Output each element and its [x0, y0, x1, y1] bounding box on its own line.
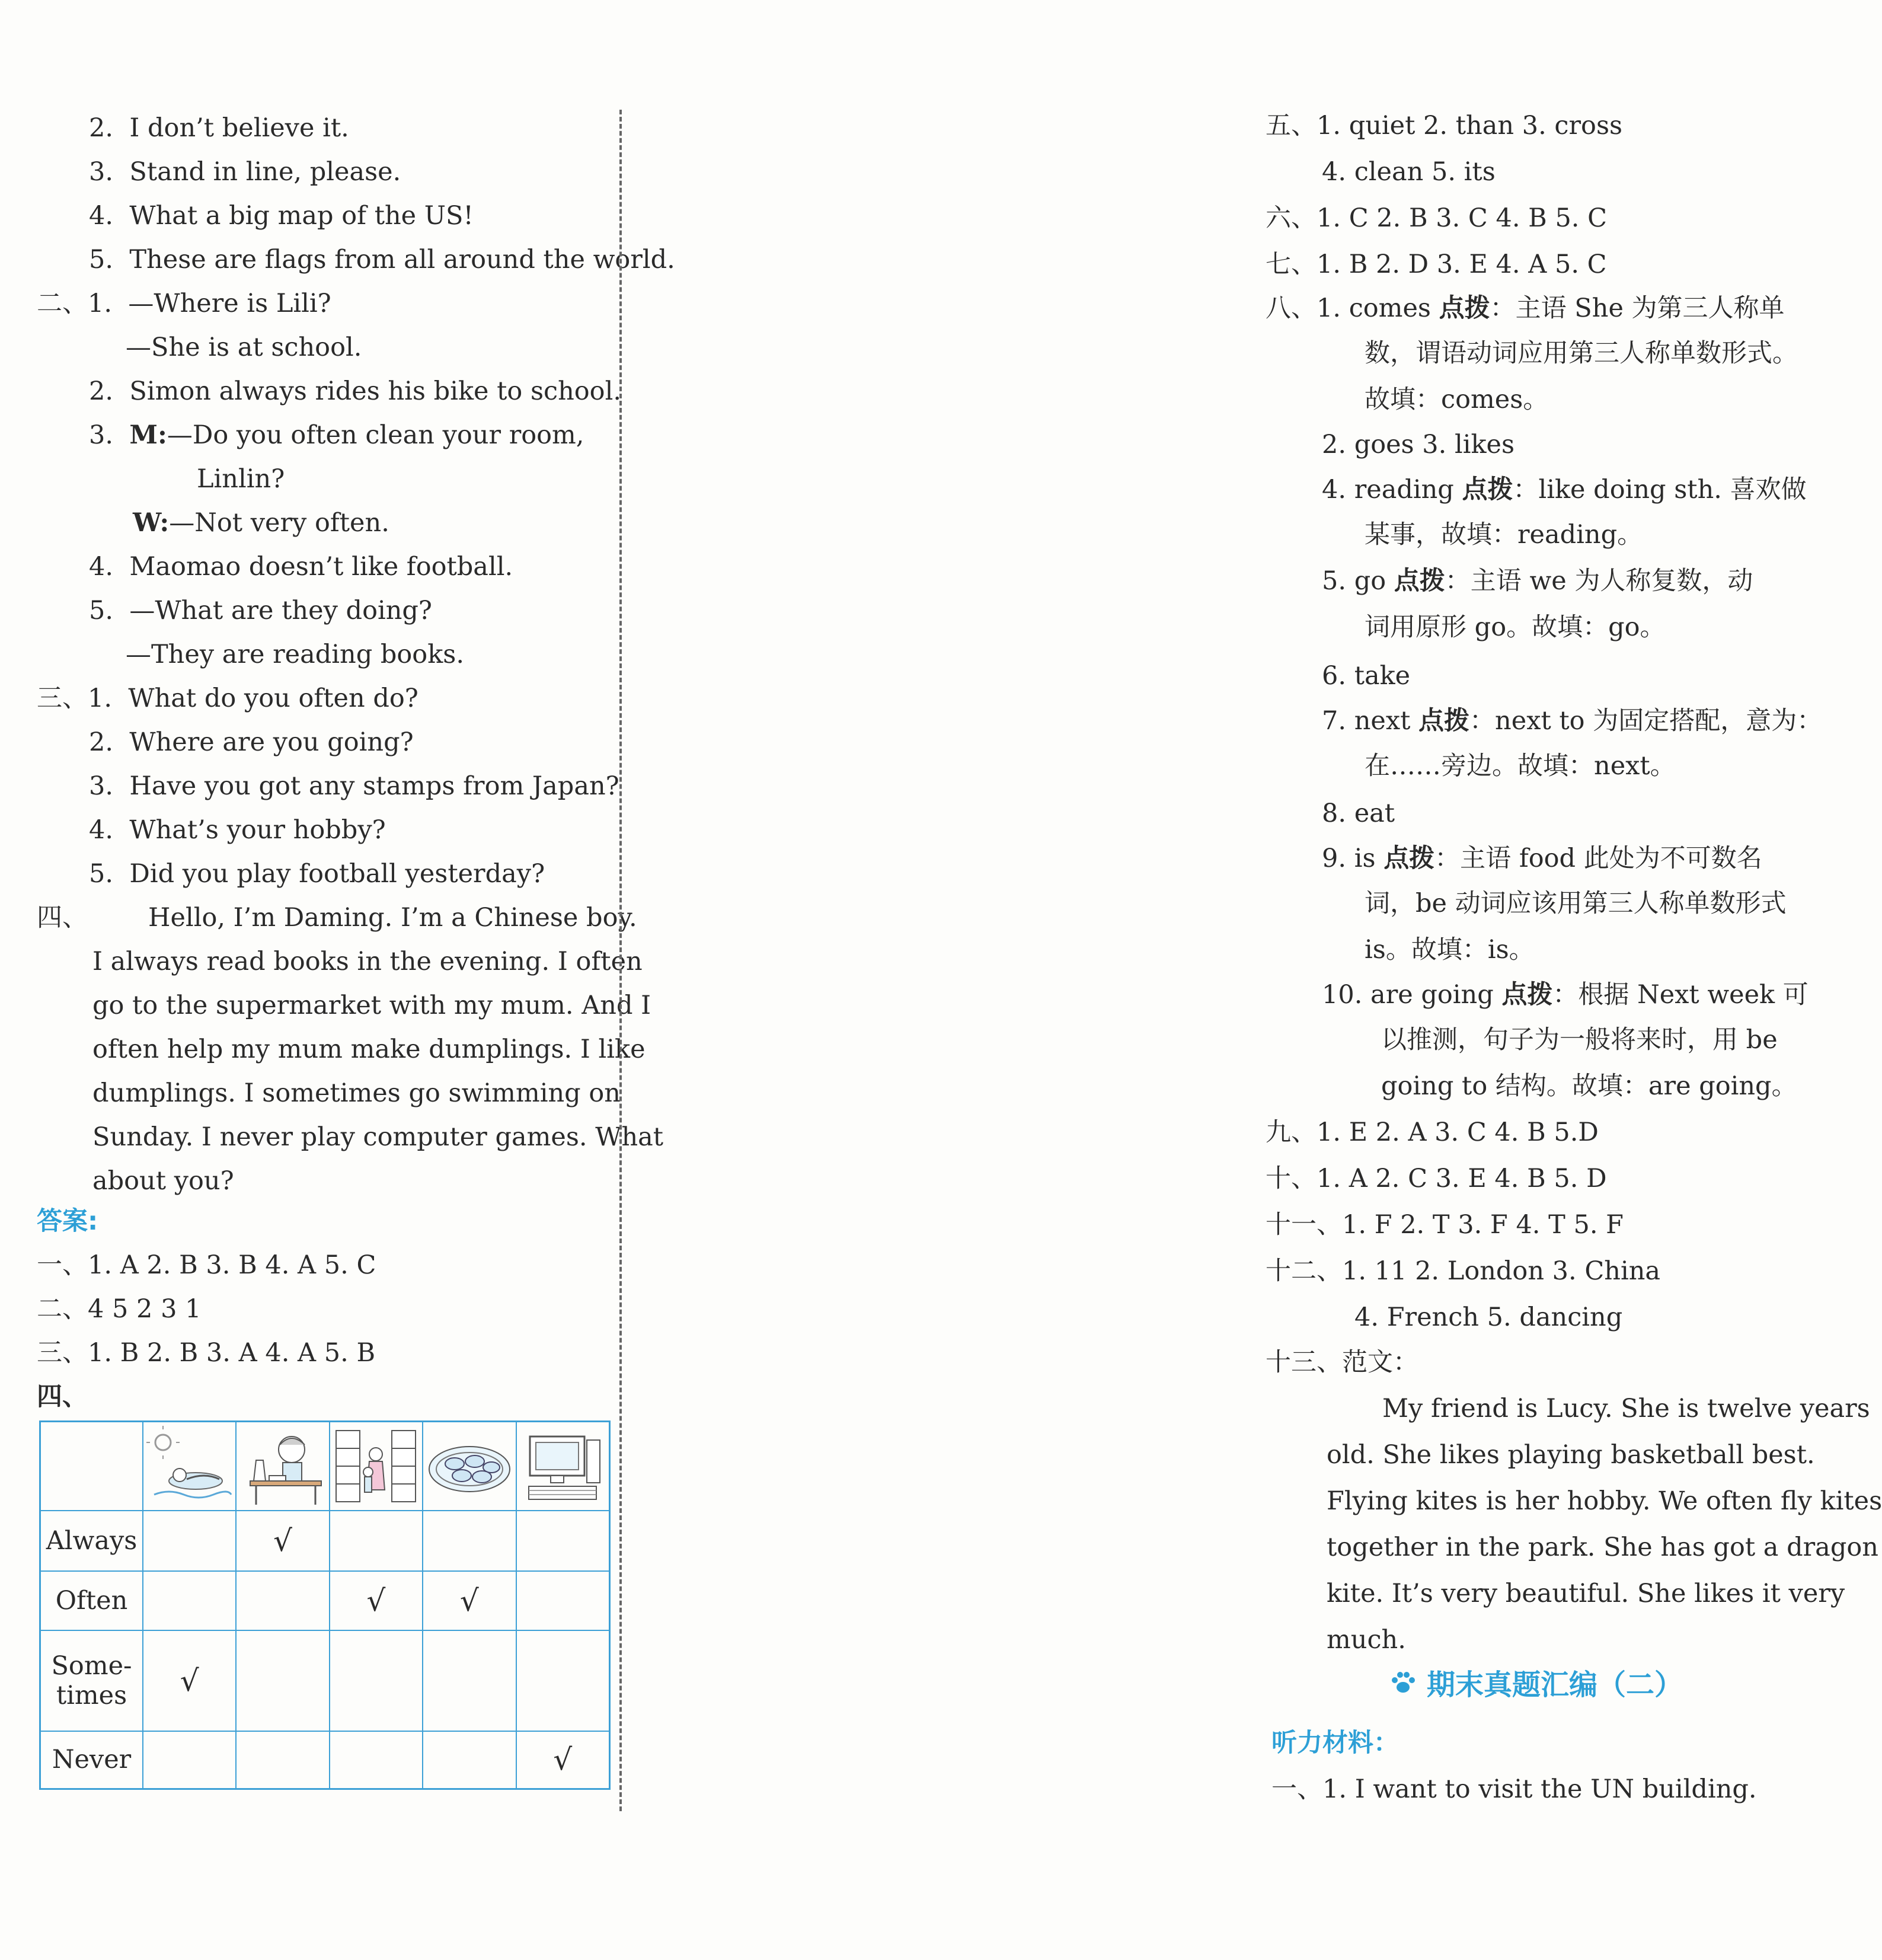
note-line: 数，谓语动词应用第三人称单数形式。 — [1365, 339, 1798, 368]
left-line: 2. Simon always rides his bike to school. — [89, 376, 621, 406]
passage-line: about you? — [92, 1166, 234, 1196]
answer-line: 十二、1. 11 2. London 3. China — [1266, 1256, 1661, 1286]
left-line: 2. I don’t believe it. — [89, 113, 349, 143]
girl-supermarket-picture — [330, 1422, 423, 1511]
passage-line: go to the supermarket with my mum. And I — [92, 991, 651, 1020]
check-cell — [330, 1571, 423, 1630]
row-label-sometimes: Some- times — [40, 1630, 143, 1731]
check-cell — [423, 1571, 516, 1630]
answer-line: 四、 — [37, 1382, 88, 1412]
left-line: 二、1. —Where is Lili? — [37, 289, 331, 318]
check-cell — [236, 1731, 329, 1789]
left-line: W:—Not very often. — [133, 508, 389, 538]
row-label-always: Always — [40, 1511, 143, 1571]
dumplings-picture — [423, 1422, 516, 1511]
essay-line: much. — [1327, 1625, 1406, 1655]
check-cell — [330, 1630, 423, 1731]
note-line: 八、1. comes 点拨：主语 She 为第三人称单 — [1266, 293, 1785, 323]
right-line: 五、1. quiet 2. than 3. cross — [1266, 111, 1623, 141]
listening-line: 一、1. I want to visit the UN building. — [1271, 1774, 1757, 1804]
answer-line: 十三、范文： — [1266, 1348, 1418, 1377]
note-line: 8. eat — [1322, 799, 1395, 828]
note-line: 5. go 点拨：主语 we 为人称复数，动 — [1322, 566, 1753, 596]
check-mark: √ — [459, 1583, 479, 1618]
note-line: 10. are going 点拨：根据 Next week 可 — [1322, 980, 1808, 1010]
passage-line: often help my mum make dumplings. I like — [92, 1035, 646, 1064]
right-line: 六、1. C 2. B 3. C 4. B 5. C — [1266, 203, 1608, 233]
check-cell — [143, 1511, 236, 1571]
check-cell — [143, 1571, 236, 1630]
note-line: 4. reading 点拨：like doing sth. 喜欢做 — [1322, 475, 1807, 505]
section-title: 期末真题汇编（二） — [1390, 1666, 1683, 1704]
right-line: 七、1. B 2. D 3. E 4. A 5. C — [1266, 250, 1607, 279]
left-line: 2. Where are you going? — [89, 727, 414, 757]
left-line: 3. Have you got any stamps from Japan? — [89, 771, 619, 801]
left-line: 4. Maomao doesn’t like football. — [89, 552, 513, 582]
note-line: 以推测，句子为一般将来时，用 be — [1381, 1025, 1778, 1055]
passage-line: dumplings. I sometimes go swimming on — [92, 1078, 621, 1108]
essay-line: Flying kites is her hobby. We often fly kites — [1327, 1486, 1882, 1516]
right-line: 4. clean 5. its — [1322, 157, 1496, 187]
left-line: 3. Stand in line, please. — [89, 157, 401, 187]
answer-line: 十、1. A 2. C 3. E 4. B 5. D — [1266, 1164, 1607, 1193]
check-cell — [236, 1630, 329, 1731]
frequency-table — [39, 1420, 611, 1790]
check-cell — [423, 1630, 516, 1731]
check-cell — [516, 1511, 610, 1571]
left-line: Linlin? — [197, 464, 285, 494]
check-mark: √ — [366, 1583, 386, 1618]
note-line: is。故填：is。 — [1365, 935, 1535, 965]
listening-heading: 听力材料： — [1271, 1728, 1399, 1758]
note-line: 词用原形 go。故填：go。 — [1365, 612, 1666, 642]
answer-line: 二、4 5 2 3 1 — [37, 1294, 202, 1324]
note-line: 故填：comes。 — [1365, 385, 1549, 414]
passage-line: I always read books in the evening. I often — [92, 947, 643, 976]
left-line: —She is at school. — [126, 333, 362, 362]
row-label-often: Often — [40, 1571, 143, 1630]
left-line: 5. —What are they doing? — [89, 596, 432, 625]
check-cell — [516, 1571, 610, 1630]
paw-icon — [1390, 1666, 1416, 1704]
check-mark: √ — [553, 1742, 573, 1777]
left-line: —They are reading books. — [126, 640, 464, 669]
essay-line: together in the park. She has got a dragon — [1327, 1533, 1878, 1562]
passage-line: Hello, I’m Daming. I’m a Chinese boy. — [148, 903, 637, 933]
answer-line: 4. French 5. dancing — [1354, 1303, 1623, 1332]
left-line: 5. Did you play football yesterday? — [89, 859, 545, 889]
note-line: 某事，故填：reading。 — [1365, 520, 1643, 550]
answers-heading: 答案: — [37, 1206, 98, 1236]
check-cell — [516, 1630, 610, 1731]
check-cell — [423, 1731, 516, 1789]
note-line: 7. next 点拨：next to 为固定搭配，意为： — [1322, 706, 1823, 736]
essay-line: My friend is Lucy. She is twelve years — [1382, 1394, 1870, 1423]
check-cell — [330, 1511, 423, 1571]
check-mark: √ — [180, 1663, 199, 1698]
column-divider — [619, 110, 622, 1811]
answer-line: 十一、1. F 2. T 3. F 4. T 5. F — [1266, 1210, 1624, 1240]
left-line: 4. What a big map of the US! — [89, 201, 474, 231]
note-line: 2. goes 3. likes — [1322, 430, 1515, 459]
note-line: 6. take — [1322, 661, 1411, 691]
check-cell — [143, 1630, 236, 1731]
check-cell — [423, 1511, 516, 1571]
answer-line: 九、1. E 2. A 3. C 4. B 5.D — [1266, 1118, 1599, 1147]
check-cell — [236, 1571, 329, 1630]
left-line: 5. These are flags from all around the world. — [89, 245, 675, 274]
computer-picture — [516, 1422, 610, 1511]
left-line: 三、1. What do you often do? — [37, 684, 418, 713]
check-cell — [330, 1731, 423, 1789]
boy-reading-picture — [236, 1422, 329, 1511]
passage-line: Sunday. I never play computer games. What — [92, 1122, 664, 1152]
check-cell — [143, 1731, 236, 1789]
answer-line: 一、1. A 2. B 3. B 4. A 5. C — [37, 1250, 376, 1280]
essay-line: kite. It’s very beautiful. She likes it very — [1327, 1579, 1845, 1608]
left-line: 3. M:—Do you often clean your room, — [89, 420, 584, 450]
check-cell — [236, 1511, 329, 1571]
check-mark: √ — [273, 1523, 293, 1558]
passage-section-label: 四、 — [37, 903, 88, 933]
boy-swimming-picture — [143, 1422, 236, 1511]
note-line: 词，be 动词应该用第三人称单数形式 — [1365, 889, 1787, 918]
note-line: 9. is 点拨：主语 food 此处为不可数名 — [1322, 844, 1762, 873]
table-corner-cell — [40, 1422, 143, 1511]
check-cell — [516, 1731, 610, 1789]
essay-line: old. She likes playing basketball best. — [1327, 1440, 1815, 1470]
answer-line: 三、1. B 2. B 3. A 4. A 5. B — [37, 1338, 376, 1368]
note-line: going to 结构。故填：are going。 — [1381, 1071, 1797, 1101]
note-line: 在……旁边。故填：next。 — [1365, 751, 1676, 781]
row-label-never: Never — [40, 1731, 143, 1789]
left-line: 4. What’s your hobby? — [89, 815, 386, 845]
